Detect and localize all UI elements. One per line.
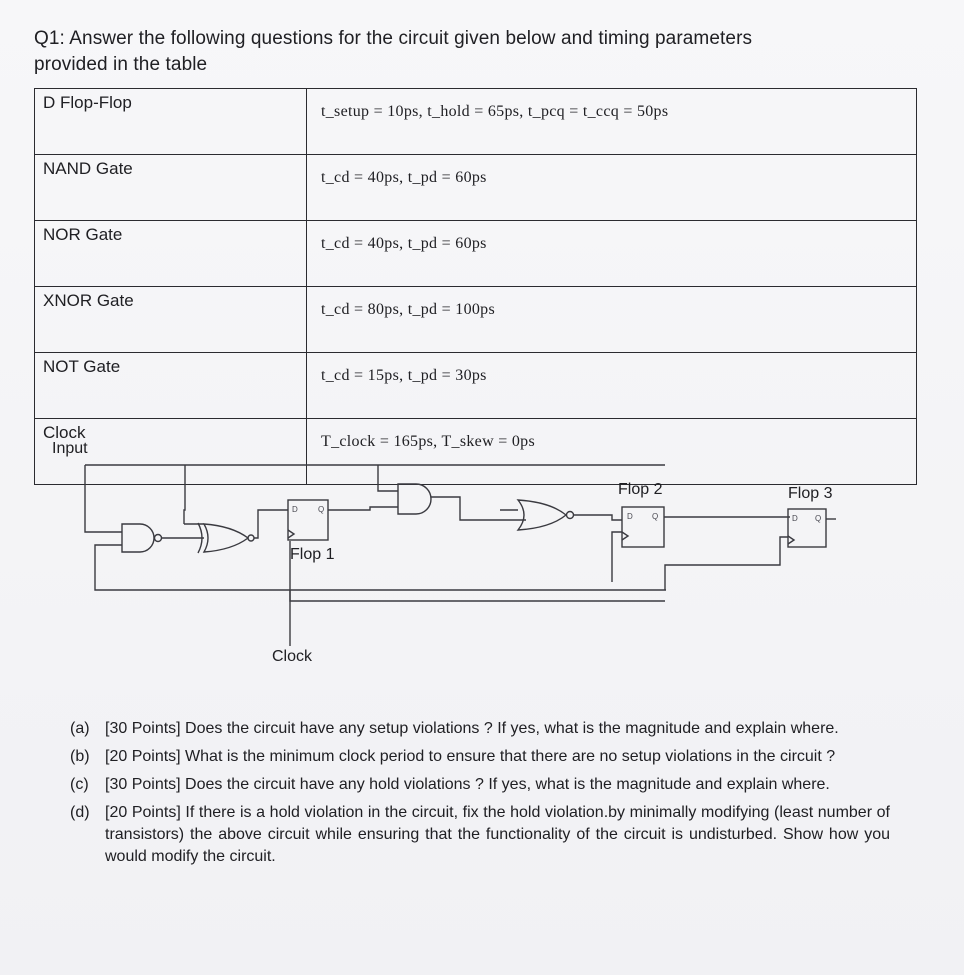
- component-name: D Flop-Flop: [35, 89, 307, 155]
- flop-1: [288, 500, 398, 540]
- question-tag: (a): [70, 720, 90, 737]
- question-item: [70, 774, 890, 796]
- component-name: XNOR Gate: [35, 287, 307, 353]
- timing-values: t_cd = 80ps, t_pd = 100ps: [307, 287, 917, 353]
- timing-values: t_cd = 15ps, t_pd = 30ps: [307, 353, 917, 419]
- heading-line-2: provided in the table: [34, 54, 208, 75]
- timing-values: t_cd = 40ps, t_pd = 60ps: [307, 155, 917, 221]
- component-name: NAND Gate: [35, 155, 307, 221]
- flop-2-label: Flop 2: [618, 481, 663, 498]
- xnor-gate: [184, 510, 288, 553]
- nand-gate: [95, 524, 290, 590]
- component-name: NOR Gate: [35, 221, 307, 287]
- question-list: [70, 718, 890, 874]
- component-name: NOT Gate: [35, 353, 307, 419]
- flop2-q-pin: Q: [652, 512, 659, 521]
- flop2-d-pin: D: [627, 512, 633, 521]
- question-tag: (c): [70, 776, 89, 793]
- flop3-q-pin: Q: [815, 514, 822, 523]
- flop-2: [622, 507, 790, 547]
- component-name: Clock: [35, 419, 307, 485]
- question-item: [70, 802, 890, 868]
- input-label: Input: [52, 440, 88, 457]
- input-wiring: [85, 465, 665, 532]
- flop-3-label: Flop 3: [788, 485, 833, 502]
- question-text: [20 Points] If there is a hold violation in the circuit, fix the hold violation.by minimally modifying (least number of transistors) the above circuit while ensuring that the functionality of the circuit is undisturbed. Show how you would modify the circuit.: [105, 804, 890, 865]
- question-text: [20 Points] What is the minimum clock period to ensure that there are no setup violations in the circuit ?: [105, 748, 836, 765]
- flop3-d-pin: D: [792, 514, 798, 523]
- question-item: [70, 718, 890, 740]
- question-text: [30 Points] Does the circuit have any hold violations ? If yes, what is the magnitude and explain where.: [105, 776, 830, 793]
- question-tag: (b): [70, 748, 90, 765]
- and-gate: [398, 484, 526, 520]
- timing-values: t_setup = 10ps, t_hold = 65ps, t_pcq = t_ccq = 50ps: [307, 89, 917, 155]
- question-text: [30 Points] Does the circuit have any setup violations ? If yes, what is the magnitude and explain where.: [105, 720, 839, 737]
- timing-values: t_cd = 40ps, t_pd = 60ps: [307, 221, 917, 287]
- timing-values: T_clock = 165ps, T_skew = 0ps: [307, 419, 917, 485]
- flop1-d-pin: D: [292, 505, 298, 514]
- heading-line-1: Q1: Answer the following questions for the circuit given below and timing parameters: [34, 28, 753, 49]
- clock-wiring: [290, 532, 788, 646]
- clock-label: Clock: [272, 648, 313, 665]
- question-item: [70, 746, 890, 768]
- flop1-q-pin: Q: [318, 505, 325, 514]
- question-tag: (d): [70, 804, 90, 821]
- flop-1-label: Flop 1: [290, 546, 335, 563]
- nor-gate: [500, 500, 622, 530]
